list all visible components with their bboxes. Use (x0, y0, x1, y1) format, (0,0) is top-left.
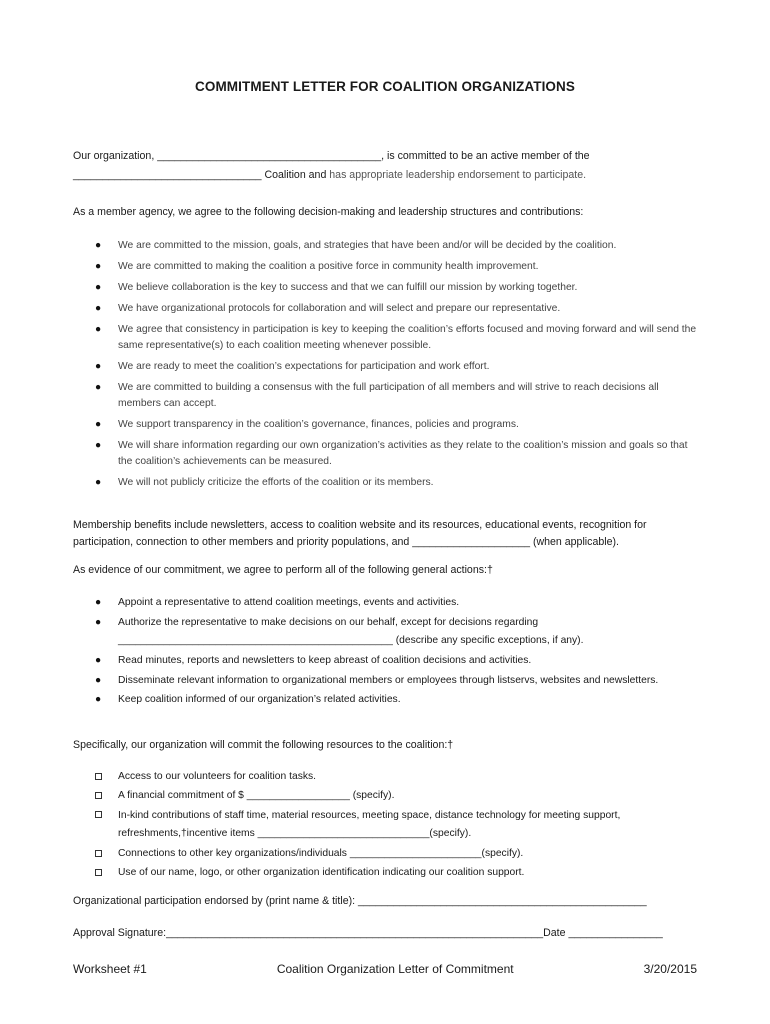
bullet-icon: ● (95, 694, 102, 705)
bullet-icon: ● (95, 303, 102, 314)
bullet-icon: ● (95, 282, 102, 293)
list-item: ● We will share information regarding our own organization’s activities as they relate to the coalition’s mission and goals so that the coalition’s achievements can be measured. (95, 440, 688, 467)
list-item: ● Authorize the representative to make decisions on our behalf, except for decisions regarding ________________________________________________ (describe any specific exceptions, if any). (73, 614, 703, 650)
bullet-icon: ● (95, 419, 102, 430)
resource-checkbox-item[interactable]: Connections to other key organizations/individuals _______________________(specify). (73, 846, 703, 862)
bullet-icon: ● (95, 324, 102, 335)
bullet-icon: ● (95, 655, 102, 666)
bullet-icon: ● (95, 382, 102, 393)
date-label: Date (543, 927, 569, 939)
checkbox-icon[interactable] (95, 773, 102, 780)
resources-intro: Specifically, our organization will commit the following resources to the coalition:† (73, 739, 454, 751)
bullet-icon: ● (95, 597, 102, 608)
bullet-icon: ● (95, 261, 102, 272)
resources-checklist (73, 769, 703, 881)
list-item: ● Disseminate relevant information to organizational members or employees through listservs, websites and newsletters. (73, 672, 703, 689)
list-item: ● We agree that consistency in participation is key to keeping the coalition’s efforts focused and moving forward and will send the same representative(s) to each coalition meeting whenever possible. (95, 324, 697, 351)
list-item: ● Read minutes, reports and newsletters to keep abreast of coalition decisions and activities. (73, 653, 703, 669)
coalition-name-blank[interactable]: ________________________________ (73, 169, 262, 181)
evidence-intro: As evidence of our commitment, we agree to perform all of the following general actions:† (73, 564, 493, 576)
list-item: ● We support transparency in the coalition’s governance, finances, policies and programs. (73, 417, 703, 433)
resource-checkbox-item[interactable]: Use of our name, logo, or other organization identification indicating our coalition support. (73, 865, 703, 881)
bullet-icon: ● (95, 440, 102, 451)
checkbox-icon[interactable] (95, 811, 102, 818)
list-item: ● We will not publicly criticize the efforts of the coalition or its members. (73, 475, 703, 491)
checkbox-icon[interactable] (95, 850, 102, 857)
footer-worksheet: Worksheet #1 (73, 962, 147, 976)
commitments-list (73, 238, 703, 491)
list-item: ● We are committed to making the coalition a positive force in community health improvement. (73, 259, 703, 275)
bullet-icon: ● (95, 361, 102, 372)
intro-mid: Coalition and (261, 169, 330, 181)
approval-line (73, 924, 703, 942)
intro-end: has appropriate leadership endorsement to participate. (329, 169, 587, 181)
organization-name-blank[interactable]: ______________________________________ (157, 150, 382, 162)
bullet-icon: ● (95, 617, 102, 628)
list-item: ● We are ready to meet the coalition’s expectations for participation and work effort. (73, 359, 703, 375)
resource-checkbox-item[interactable]: Access to our volunteers for coalition tasks. (73, 769, 703, 785)
page-title: COMMITMENT LETTER FOR COALITION ORGANIZATIONS (195, 79, 575, 94)
list-item: ● Appoint a representative to attend coalition meetings, events and activities. (73, 595, 703, 611)
footer-title: Coalition Organization Letter of Commitment (276, 962, 514, 976)
footer-date: 3/20/2015 (643, 962, 697, 976)
checkbox-icon[interactable] (95, 869, 102, 876)
date-blank[interactable]: ________________ (568, 927, 663, 939)
list-item: ● We believe collaboration is the key to success and that we can fulfill our mission by working together. (73, 280, 703, 296)
page-footer (73, 962, 697, 976)
resource-checkbox-item[interactable]: In-kind contributions of staff time, material resources, meeting space, distance technology for meeting support, refreshments,†incentive items ______________________________(specify). (73, 807, 703, 843)
actions-list (73, 595, 703, 708)
approval-signature-blank[interactable]: ________________________________________________________________ (166, 927, 544, 939)
bullet-icon: ● (95, 240, 102, 251)
endorsed-line[interactable]: Organizational participation endorsed by (print name & title): _________________________________________________ (73, 895, 647, 907)
approval-label: Approval Signature: (73, 927, 167, 939)
intro-line-1 (73, 147, 703, 165)
list-item: ● We have organizational protocols for collaboration and will select and prepare our representative. (73, 301, 703, 317)
checkbox-icon[interactable] (95, 792, 102, 799)
list-item: ● We are committed to the mission, goals, and strategies that have been and/or will be decided by the coalition. (73, 238, 703, 254)
list-item: ● Keep coalition informed of our organization’s related activities. (73, 692, 703, 708)
bullet-icon: ● (95, 477, 102, 488)
intro-line-2 (73, 166, 703, 184)
benefits-paragraph: Membership benefits include newsletters, access to coalition website and its resources, educational events, recognition for participation, connection to other members and priority populations, and ____________________ (when applicable). (73, 519, 647, 548)
intro-suffix: , is committed to be an active member of the (381, 150, 590, 162)
bullet-icon: ● (95, 675, 102, 686)
agree-intro: As a member agency, we agree to the following decision-making and leadership structures and contributions: (73, 206, 584, 218)
resource-checkbox-item[interactable]: A financial commitment of $ __________________ (specify). (73, 788, 703, 804)
intro-prefix: Our organization, (73, 150, 158, 162)
list-item: ● We are committed to building a consensus with the full participation of all members and will strive to reach decisions all members can accept. (95, 382, 659, 409)
